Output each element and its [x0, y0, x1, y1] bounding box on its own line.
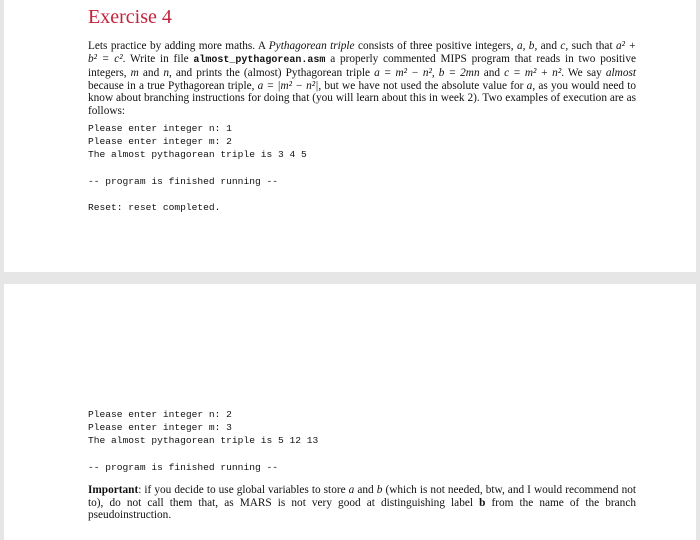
console-line: Please enter integer m: 3 — [88, 422, 232, 434]
document-page-2 — [4, 284, 696, 540]
console-line: Please enter integer m: 2 — [88, 136, 232, 148]
console-line: -- program is finished running -- — [88, 175, 278, 187]
console-line: Please enter integer n: 1 — [88, 123, 232, 134]
document-page-1 — [4, 0, 696, 272]
example-output-2 — [88, 408, 318, 474]
important-label: Important — [88, 484, 139, 496]
console-line — [88, 188, 307, 201]
example-output-1 — [88, 122, 307, 214]
intro-paragraph: Lets practice by adding more maths. A Pythagorean triple consists of three positive integers, a, b, and c, such that a² + b² = c². Write in file almost_pythagorean.asm a properly commented MIPS program that reads in two positive integers, m and n, and prints the (almost) Pythagorean triple a = m² − n², b = 2mn and c = m² + n². We say almost because in a true Pythagorean triple, a = |m² − n²|, but we have not used the absolute value for a, as you would need to know about branching instructions for doing that (you will learn about this in week 2). Two examples of execution are as follows: — [88, 40, 637, 117]
console-line — [88, 162, 307, 175]
console-line: The almost pythagorean triple is 5 12 13 — [88, 435, 319, 447]
important-note: Important: if you decide to use global variables to store a and b (which is not needed, btw, and I would recommend not to), do not call them that, as MARS is not very good at distinguishing label b from the name of the branch pseudoinstruction. — [88, 484, 637, 522]
console-line: The almost pythagorean triple is 3 4 5 — [88, 149, 307, 161]
console-line — [88, 448, 318, 461]
console-line: -- program is finished running -- — [88, 461, 278, 473]
console-line: Please enter integer n: 2 — [88, 409, 232, 420]
exercise-title: Exercise 4 — [88, 6, 172, 28]
filename: almost_pythagorean.asm — [193, 54, 326, 66]
console-line: Reset: reset completed. — [88, 202, 221, 214]
